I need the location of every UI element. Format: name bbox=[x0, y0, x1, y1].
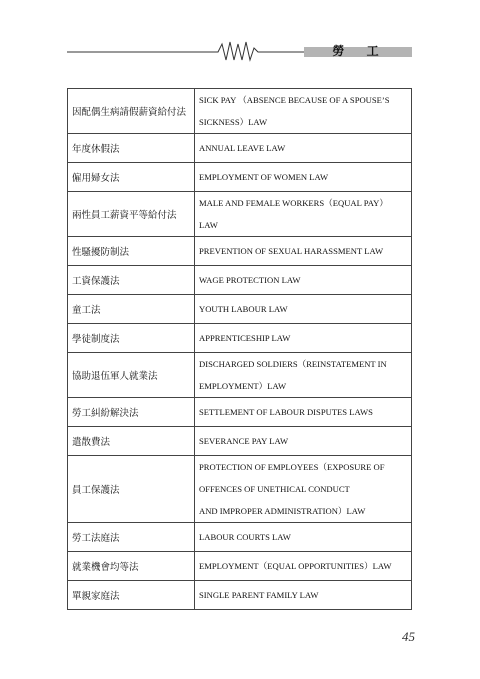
law-name-english-line: SETTLEMENT OF LABOUR DISPUTES LAWS bbox=[199, 407, 373, 417]
table-row bbox=[68, 295, 412, 324]
law-name-chinese: 勞工糾紛解決法 bbox=[68, 398, 195, 427]
page-header bbox=[0, 0, 480, 70]
table-row bbox=[68, 324, 412, 353]
table-row bbox=[68, 552, 412, 581]
law-name-english-line: ANNUAL LEAVE LAW bbox=[199, 143, 286, 153]
law-name-english bbox=[195, 456, 412, 523]
law-name-chinese: 性騷擾防制法 bbox=[68, 237, 195, 266]
table-row bbox=[68, 523, 412, 552]
law-name-english-line: MALE AND FEMALE WORKERS（EQUAL PAY） bbox=[199, 198, 388, 208]
law-name-english bbox=[195, 523, 412, 552]
law-name-english bbox=[195, 427, 412, 456]
law-name-english-line: YOUTH LABOUR LAW bbox=[199, 304, 288, 314]
law-name-chinese: 年度休假法 bbox=[68, 134, 195, 163]
law-table bbox=[67, 88, 412, 610]
law-name-english-line: PROTECTION OF EMPLOYEES（EXPOSURE OF bbox=[199, 462, 385, 472]
table-row bbox=[68, 266, 412, 295]
law-name-chinese: 就業機會均等法 bbox=[68, 552, 195, 581]
table-row bbox=[68, 398, 412, 427]
law-name-english bbox=[195, 163, 412, 192]
law-name-english-line: APPRENTICESHIP LAW bbox=[199, 333, 291, 343]
law-name-english bbox=[195, 581, 412, 610]
law-name-chinese: 單親家庭法 bbox=[68, 581, 195, 610]
law-name-english-line: SICKNESS）LAW bbox=[199, 117, 268, 127]
law-name-english-line: SINGLE PARENT FAMILY LAW bbox=[199, 590, 319, 600]
law-name-english-line: AND IMPROPER ADMINISTRATION）LAW bbox=[199, 506, 366, 516]
law-name-english-line: WAGE PROTECTION LAW bbox=[199, 275, 301, 285]
law-name-chinese: 工資保護法 bbox=[68, 266, 195, 295]
table-row bbox=[68, 353, 412, 398]
law-name-english-line: PREVENTION OF SEXUAL HARASSMENT LAW bbox=[199, 246, 384, 256]
law-name-english-line: EMPLOYMENT）LAW bbox=[199, 381, 287, 391]
law-name-english-line: DISCHARGED SOLDIERS（REINSTATEMENT IN bbox=[199, 359, 387, 369]
law-name-english-line: EMPLOYMENT（EQUAL OPPORTUNITIES）LAW bbox=[199, 561, 392, 571]
section-title: 勞 工 bbox=[332, 44, 388, 58]
law-name-english bbox=[195, 353, 412, 398]
law-name-english bbox=[195, 324, 412, 353]
law-name-chinese: 協助退伍軍人就業法 bbox=[68, 353, 195, 398]
table-row bbox=[68, 134, 412, 163]
law-name-english-line: EMPLOYMENT OF WOMEN LAW bbox=[199, 172, 329, 182]
law-name-english-line: OFFENCES OF UNETHICAL CONDUCT bbox=[199, 484, 350, 494]
table-row bbox=[68, 89, 412, 134]
law-name-english-line: SEVERANCE PAY LAW bbox=[199, 436, 289, 446]
law-name-english bbox=[195, 89, 412, 134]
table-row bbox=[68, 192, 412, 237]
law-name-english bbox=[195, 295, 412, 324]
table-row bbox=[68, 427, 412, 456]
law-name-chinese: 因配偶生病請假薪資給付法 bbox=[68, 89, 195, 134]
law-name-english bbox=[195, 398, 412, 427]
page-number: 45 bbox=[402, 629, 415, 644]
heartbeat-line-icon bbox=[0, 0, 480, 70]
law-name-chinese: 學徒制度法 bbox=[68, 324, 195, 353]
law-name-english bbox=[195, 134, 412, 163]
law-name-english-line: LAW bbox=[199, 220, 218, 230]
law-name-chinese: 遣散費法 bbox=[68, 427, 195, 456]
law-name-english bbox=[195, 192, 412, 237]
law-name-chinese: 勞工法庭法 bbox=[68, 523, 195, 552]
table-row bbox=[68, 456, 412, 523]
law-name-chinese: 兩性員工薪資平等給付法 bbox=[68, 192, 195, 237]
law-name-chinese: 僱用婦女法 bbox=[68, 163, 195, 192]
law-name-english-line: LABOUR COURTS LAW bbox=[199, 532, 291, 542]
law-name-english bbox=[195, 552, 412, 581]
table-row bbox=[68, 237, 412, 266]
law-name-english bbox=[195, 266, 412, 295]
law-name-english-line: SICK PAY （ABSENCE BECAUSE OF A SPOUSE’S bbox=[199, 95, 390, 105]
law-name-english bbox=[195, 237, 412, 266]
table-row bbox=[68, 163, 412, 192]
law-name-chinese: 員工保護法 bbox=[68, 456, 195, 523]
table-row bbox=[68, 581, 412, 610]
law-name-chinese: 童工法 bbox=[68, 295, 195, 324]
